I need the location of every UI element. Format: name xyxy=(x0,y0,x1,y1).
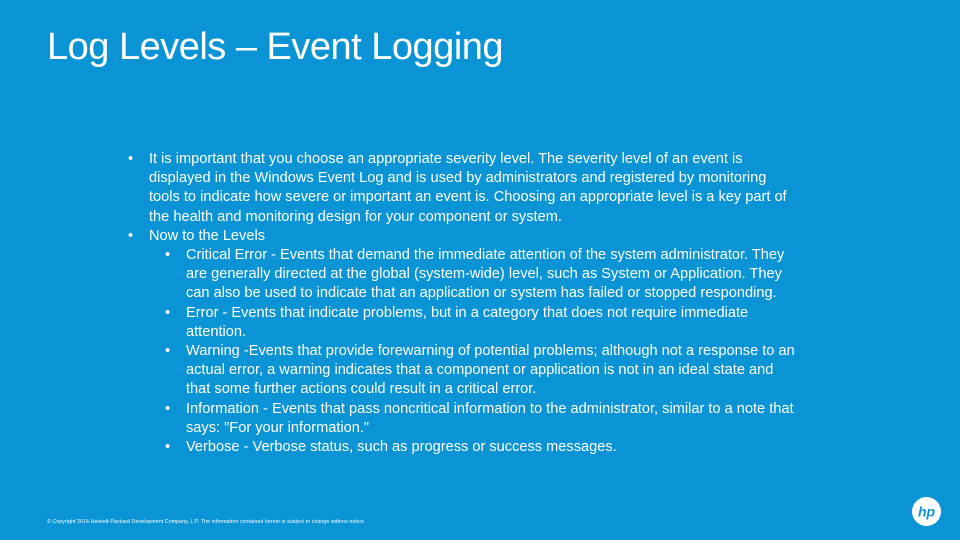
bullet-item: • It is important that you choose an appropriate severity level. The severity level of an event is displayed in the Windows Event Log and is used by administrators and registered by monitoring tools to indicate how severe or important an event is. Choosing an appropriate level is a key part of the health and monitoring design for your component or system. xyxy=(128,150,798,227)
sub-bullet-list xyxy=(165,246,798,457)
slide-title: Log Levels – Event Logging xyxy=(47,26,504,68)
bullet-item xyxy=(128,227,798,457)
sub-bullet-item: • Critical Error - Events that demand the immediate attention of the system administrator. They are generally directed at the global (system-wide) level, such as System or Application. They can also be used to indicate that an application or system has failed or stopped responding. xyxy=(165,246,798,304)
copyright-footer: © Copyright 2014 Hewlett-Packard Development Company, L.P. The information contained herein is subject to change without notice. xyxy=(47,519,366,525)
slide-body xyxy=(128,150,798,457)
hp-logo-text: hp xyxy=(917,503,936,520)
sub-bullet-item: • Error - Events that indicate problems, but in a category that does not require immediate attention. xyxy=(165,304,798,342)
sub-bullet-item: • Verbose - Verbose status, such as progress or success messages. xyxy=(165,438,798,457)
sub-bullet-item: • Information - Events that pass noncritical information to the administrator, similar to a note that says: "For your information." xyxy=(165,400,798,438)
bullet-list xyxy=(128,150,798,457)
hp-logo-icon xyxy=(911,496,942,527)
bullet-item-label: Now to the Levels xyxy=(149,227,266,244)
sub-bullet-item: • Warning -Events that provide forewarning of potential problems; although not a response to an actual error, a warning indicates that a component or application is not in an ideal state and that some further actions could result in a critical error. xyxy=(165,342,798,400)
